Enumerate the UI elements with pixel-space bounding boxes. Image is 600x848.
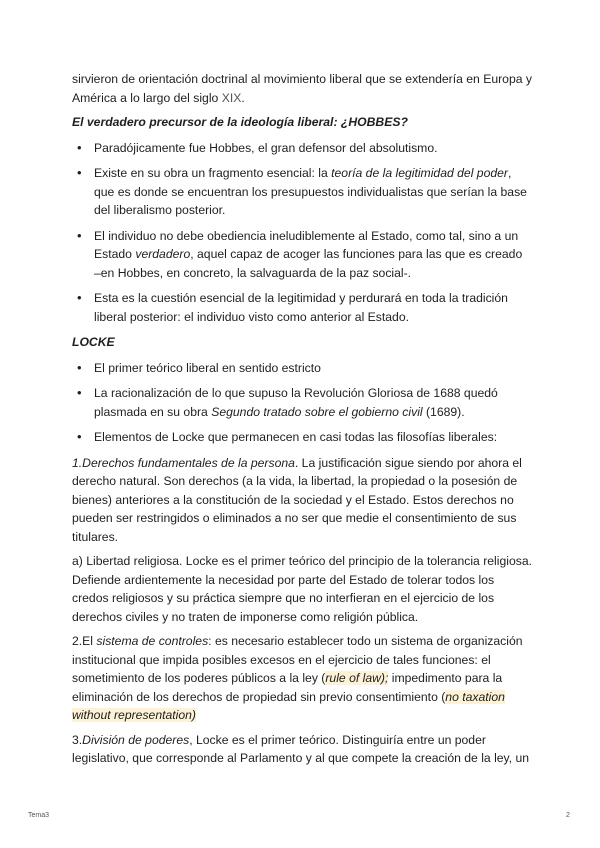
rights-paragraph xyxy=(72,454,532,547)
division-text-b: , Locke es el primer teórico. Distinguiría entre un poder legislativo, que corresponde al Parlamento y al que compete la creación de la ley, un xyxy=(72,732,530,765)
locke-bullet-1-text: El primer teórico liberal en sentido estricto xyxy=(94,360,321,375)
locke-bullet-1 xyxy=(72,359,532,378)
locke-bullet-3 xyxy=(72,428,532,447)
locke-bullet-2-text-b: (1689). xyxy=(422,404,465,419)
locke-bullet-2-emphasis: Segundo tratado sobre el gobierno civil xyxy=(211,404,423,419)
controls-text-b: : es necesario establecer todo un sistema de organización institucional que impida posibles excesos en el ejercicio de tales funciones: el sometimiento de los poderes públicos a la ley ( xyxy=(72,634,523,685)
hobbes-bullet-3-text-a: El individuo no debe obediencia ineludiblemente al Estado, como tal, sino a un Estado xyxy=(94,228,519,261)
locke-bullet-2-text-a: La racionalización de lo que supuso la Revolución Gloriosa de 1688 quedó plasmada en su obra xyxy=(94,386,498,419)
hobbes-heading: El verdadero precursor de la ideología liberal: ¿HOBBES? xyxy=(72,115,408,129)
division-emphasis: División de poderes xyxy=(82,732,190,747)
hobbes-bullet-2-text-a: Existe en su obra un fragmento esencial: la xyxy=(94,166,332,180)
controls-text-a: 2.El xyxy=(72,634,97,648)
footer-page-number: 2 xyxy=(566,812,570,819)
hobbes-bullet-3 xyxy=(72,227,532,283)
hobbes-bullet-1-text: Paradójicamente fue Hobbes, el gran defensor del absolutismo. xyxy=(94,140,438,155)
intro-text: sirvieron de orientación doctrinal al movimiento liberal que se extendería en Europa y América a lo largo del siglo xyxy=(72,72,532,105)
hobbes-bullet-2-emphasis: teoría de la legitimidad del poder xyxy=(331,166,508,180)
no-taxation-highlight: no taxation without representation) xyxy=(72,689,505,722)
hobbes-bullet-2-text-b: , que es donde se encuentran los presupuestos individualistas que serían la base del liberalismo posterior. xyxy=(94,166,527,217)
hobbes-bullet-4-text: Esta es la cuestión esencial de la legitimidad y perdurará en toda la tradición liberal posterior: el individuo visto como anterior al Estado. xyxy=(94,291,508,324)
controls-text-c: impedimento para la eliminación de los derechos de propiedad sin previo consentimiento ( xyxy=(72,671,503,704)
hobbes-bullet-1 xyxy=(72,139,532,158)
footer-document-title: Tema3 xyxy=(28,812,50,819)
division-paragraph xyxy=(72,731,532,768)
rights-emphasis: 1.Derechos fundamentales de la persona xyxy=(72,455,295,470)
religious-freedom-paragraph: a) Libertad religiosa. Locke es el primer teórico del principio de la tolerancia religiosa. Defiende ardientemente la necesidad por parte del Estado de tolerar todos los credos religiosos y su práctica siempre que no interfieran en el ejercicio de los derechos civiles y no traten de imponerse como religión pública. xyxy=(72,554,532,624)
century-numeral: XIX xyxy=(221,90,242,105)
locke-bullet-2 xyxy=(72,384,532,421)
hobbes-bullet-3-emphasis: verdadero xyxy=(135,247,191,261)
locke-bullet-3-text: Elementos de Locke que permanecen en casi todas las filosofías liberales: xyxy=(94,430,498,444)
hobbes-bullet-4 xyxy=(72,289,532,326)
locke-bullet-list xyxy=(72,359,532,447)
hobbes-bullet-3-text-b: , aquel capaz de acoger las funciones para las que es creado –en Hobbes, en concreto, la salvaguarda de la paz social-. xyxy=(94,247,523,280)
rule-of-law-highlight: rule of law); xyxy=(325,671,389,685)
hobbes-bullet-2 xyxy=(72,164,532,220)
controls-paragraph xyxy=(72,632,532,725)
division-text-a: 3. xyxy=(72,732,83,747)
intro-paragraph xyxy=(72,70,532,107)
document-body xyxy=(72,70,532,774)
hobbes-bullet-list xyxy=(72,139,532,327)
intro-end: . xyxy=(241,90,245,105)
rights-text: . La justificación sigue siendo por ahora el derecho natural. Son derechos (a la vida, la libertad, la propiedad o la posesión de bienes) anteriores a la constitución de la sociedad y el Estado. Estos derechos no pueden ser restringidos o eliminados a no ser que medie el consentimiento de sus titulares. xyxy=(72,455,522,544)
controls-emphasis: sistema de controles xyxy=(96,634,209,648)
locke-heading: LOCKE xyxy=(72,335,115,349)
